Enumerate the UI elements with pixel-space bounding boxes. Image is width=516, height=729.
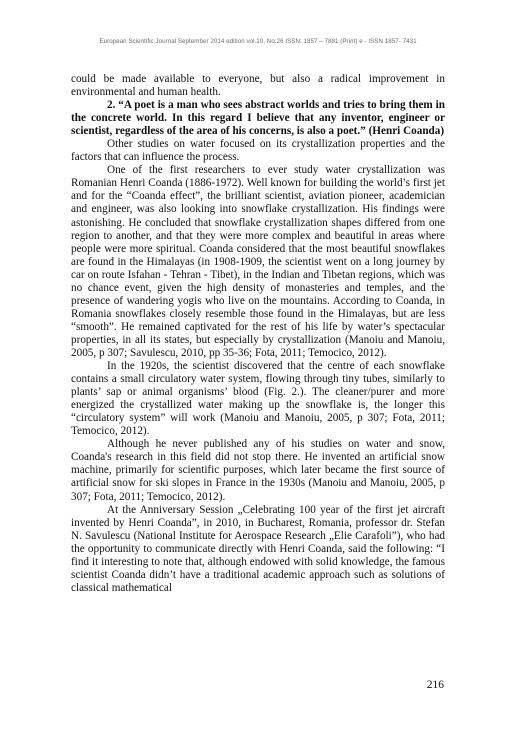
- running-header: European Scientific Journal September 2014 edition vol.10, No.26 ISSN: 1857 – 7881 (Print) e - ISSN 1857- 7431: [99, 38, 417, 45]
- paragraph-artificial-snow: Although he never published any of his studies on water and snow, Coanda's research in this field did not stop there. He invented an artificial snow machine, primarily for scientific purposes, which later became the first source of artificial snow for ski slopes in France in the 1930s (Manoiu and Manoiu, 2005, p 307; Fota, 2011; Temocico, 2012).: [71, 438, 445, 503]
- article-body: [71, 73, 445, 595]
- paragraph-crystallization-intro: Other studies on water focused on its crystallization properties and the factors that can influence the process.: [71, 138, 445, 164]
- paragraph-coanda-snowflakes: One of the first researchers to ever study water crystallization was Romanian Henri Coanda (1886-1972). Well known for building the world’s first jet and for the “Coanda effect”, the brilliant scientist, aviation pioneer, academician and engineer, was also looking into snowflake crystallization. His findings were astonishing. He concluded that snowflake crystallization shapes differed from one region to another, and that they were more complex and beautiful in areas where people were more spiritual. Coanda considered that the most beautiful snowflakes are found in the Himalayas (in 1908-1909, the scientist went on a long journey by car on route Isfahan - Tehran - Tibet), in the Indian and Tibetan regions, which was no chance event, given the high density of monasteries and temples, and the presence of wandering yogis who live on the mountains. According to Coanda, in Romania snowflakes closely resemble those found in the Himalayas, but are less “smooth”. He remained captivated for the rest of his life by water’s spectacular properties, in all its states, but especially by crystallization (Manoiu and Manoiu, 2005, p 307; Savulescu, 2010, pp 35-36; Fota, 2011; Temocico, 2012).: [71, 164, 445, 359]
- paragraph-circulatory-system: In the 1920s, the scientist discovered that the centre of each snowflake contains a small circulatory water system, flowing through tiny tubes, similarly to plants’ sap or animal organisms’ blood (Fig. 2.). The cleaner/purer and more energized the crystallized water making up the snowflake is, the longer this “circulatory system” will work (Manoiu and Manoiu, 2005, p 307; Fota, 2011; Temocico, 2012).: [71, 360, 445, 438]
- paragraph-continuation: could be made available to everyone, but also a radical improvement in environmental and human health.: [71, 73, 445, 99]
- paragraph-anniversary-session: At the Anniversary Session „Celebrating 100 year of the first jet aircraft invented by Henri Coanda”, in 2010, in Bucharest, Romania, professor dr. Stefan N. Savulescu (National Institute for Aerospace Research „Elie Carafoli”), who had the opportunity to communicate directly with Henri Coanda, said the following: “I find it interesting to note that, although endowed with solid knowledge, the famous scientist Coanda didn’t have a traditional academic approach such as solutions of classical mathematical: [71, 503, 445, 594]
- paragraph-coanda-quote: 2. “A poet is a man who sees abstract worlds and tries to bring them in the concrete world. In this regard I believe that any inventor, engineer or scientist, regardless of the area of his concerns, is also a poet.” (Henri Coanda): [71, 99, 445, 138]
- page-number: 216: [426, 679, 444, 691]
